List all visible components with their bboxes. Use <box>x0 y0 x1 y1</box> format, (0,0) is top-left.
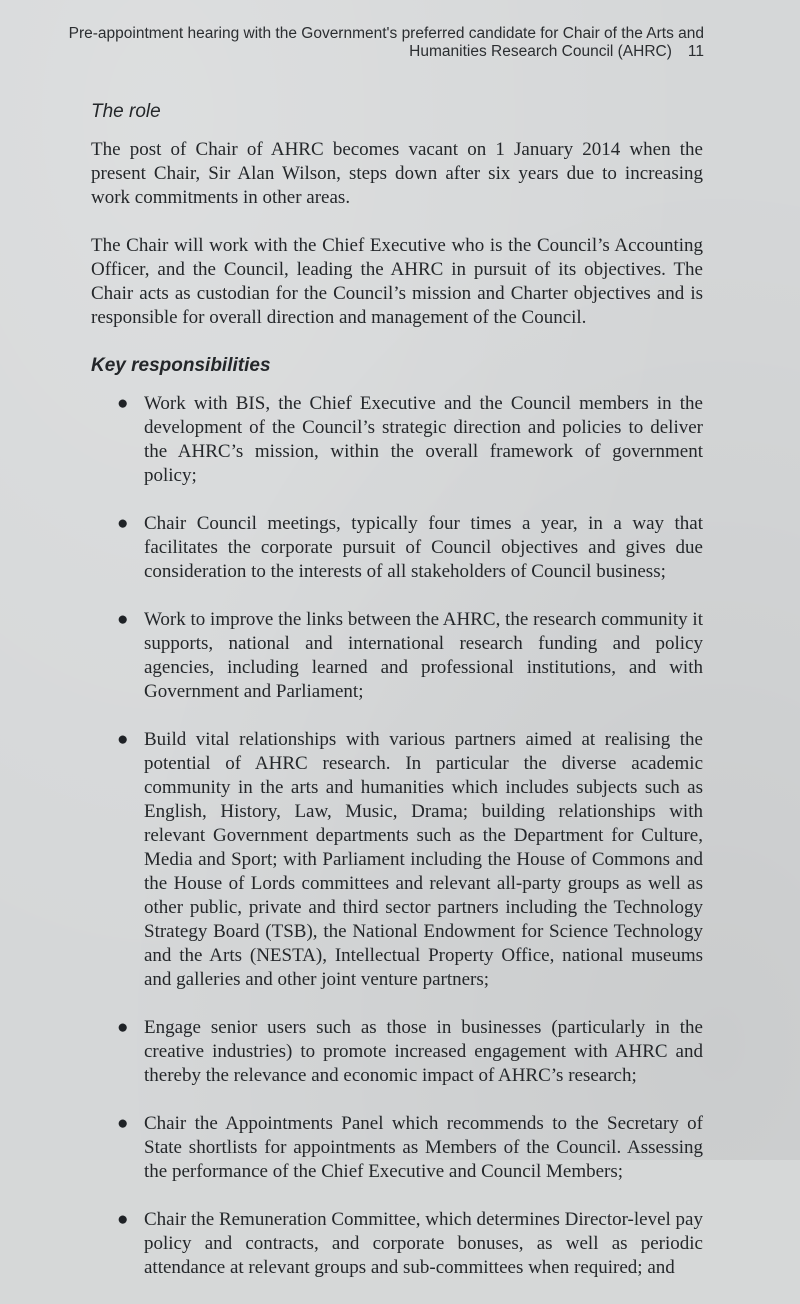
bullet-icon: ● <box>117 1209 129 1230</box>
list-item <box>91 728 703 992</box>
list-item <box>91 608 703 704</box>
list-item-text: Build vital relationships with various partners aimed at realising the potential of AHRC research. In particular the diverse academic community in the arts and humanities which includes subjects such as English, History, Law, Music, Drama; building relationships with relevant Government departments such as the Department for Culture, Media and Sport; with Parliament including the House of Commons and the House of Lords committees and relevant all-party groups as well as other public, private and third sector partners including the Technology Strategy Board (TSB), the National Endowment for Science Technology and the Arts (NESTA), Intellectual Property Office, national museums and galleries and other joint venture partners; <box>144 729 703 990</box>
list-item-text: Chair Council meetings, typically four times a year, in a way that facilitates the corporate pursuit of Council objectives and gives due consideration to the interests of all stakeholders of Council business; <box>144 513 703 582</box>
bullet-icon: ● <box>117 729 129 750</box>
section-heading-the-role: The role <box>91 101 161 122</box>
list-item <box>91 1016 703 1088</box>
bullet-icon: ● <box>117 393 129 414</box>
bullet-icon: ● <box>117 609 129 630</box>
list-item-text: Chair the Appointments Panel which recommends to the Secretary of State shortlists for appointments as Members of the Council. Assessing the performance of the Chief Executive and Council Members; <box>144 1113 703 1182</box>
section-heading-key-responsibilities: Key responsibilities <box>91 355 271 376</box>
list-item <box>91 512 703 584</box>
list-item-text: Work to improve the links between the AHRC, the research community it supports, national and international research funding and policy agencies, including learned and professional institutions, and with Government and Parliament; <box>144 609 703 702</box>
list-item-text: Chair the Remuneration Committee, which determines Director-level pay policy and contracts, and corporate bonuses, as well as periodic attendance at relevant groups and sub-committees when required; and <box>144 1209 703 1278</box>
page-number: 11 <box>687 43 704 60</box>
list-item <box>91 1112 703 1184</box>
bullet-icon: ● <box>117 1113 129 1134</box>
bullet-icon: ● <box>117 1017 129 1038</box>
list-item-text: Engage senior users such as those in businesses (particularly in the creative industries) to promote increased engagement with AHRC and thereby the relevance and economic impact of AHRC’s research; <box>144 1017 703 1086</box>
list-item <box>91 392 703 488</box>
role-paragraph: The Chair will work with the Chief Executive who is the Council’s Accounting Officer, and the Council, leading the AHRC in pursuit of its objectives. The Chair acts as custodian for the Council’s mission and Charter objectives and is responsible for overall direction and management of the Council. <box>91 235 703 328</box>
responsibilities-list <box>91 392 703 1280</box>
main-content <box>91 98 703 1304</box>
list-item-text: Work with BIS, the Chief Executive and the Council members in the development of the Council’s strategic direction and policies to deliver the AHRC’s mission, within the overall framework of government policy; <box>144 393 703 486</box>
list-item <box>91 1208 703 1280</box>
role-paragraph: The post of Chair of AHRC becomes vacant on 1 January 2014 when the present Chair, Sir Alan Wilson, steps down after six years due to increasing work commitments in other areas. <box>91 139 703 208</box>
running-title: Pre-appointment hearing with the Government's preferred candidate for Chair of the Arts and Humanities Research Council (AHRC) <box>68 25 704 60</box>
bullet-icon: ● <box>117 513 129 534</box>
running-header <box>64 25 704 61</box>
